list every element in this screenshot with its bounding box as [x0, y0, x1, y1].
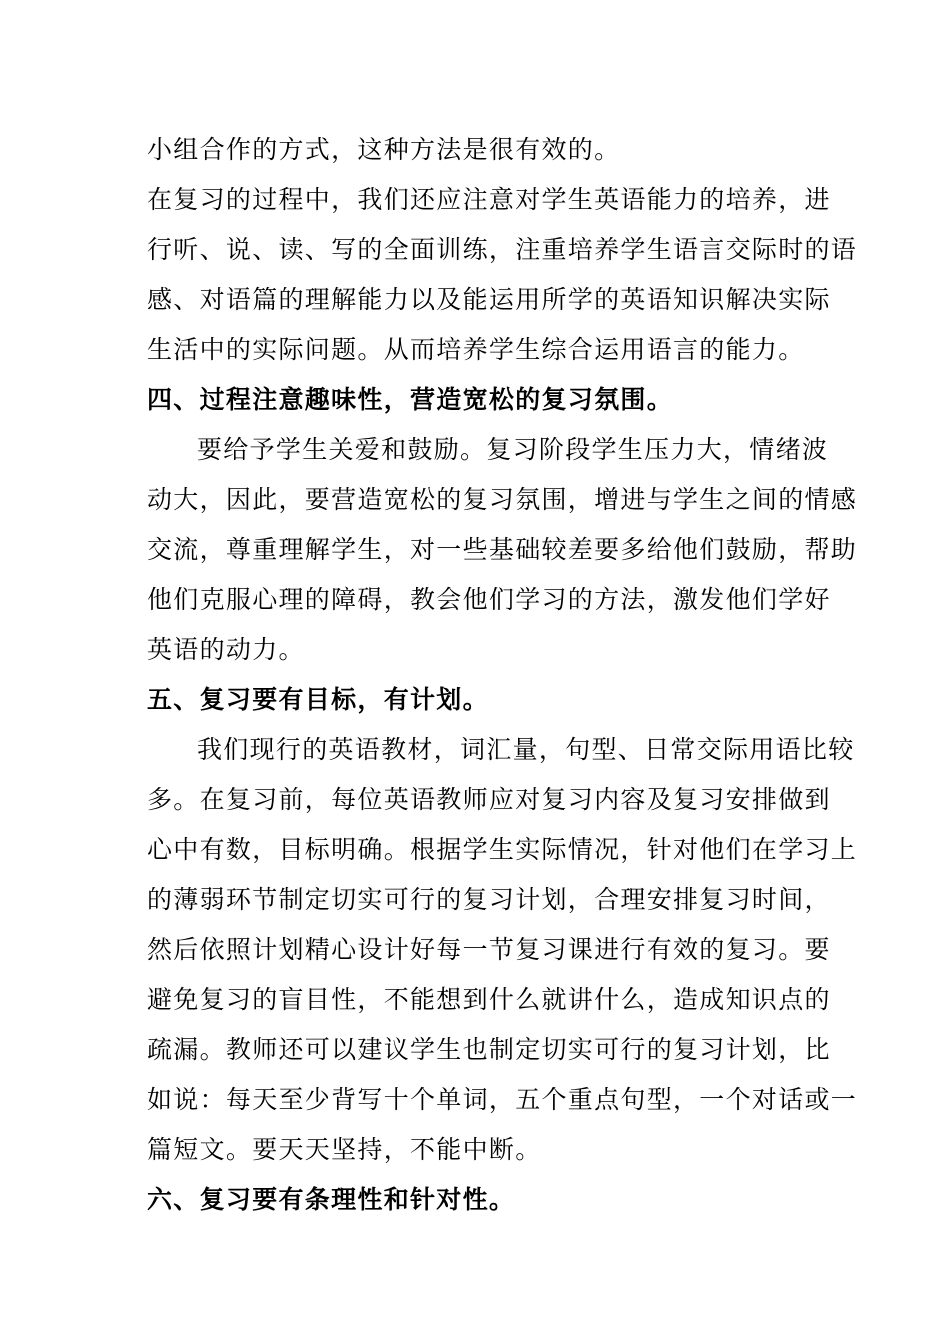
body-text-line: 我们现行的英语教材，词汇量，句型、日常交际用语比较	[197, 735, 855, 764]
body-text-line: 然后依照计划精心设计好每一节复习课进行有效的复习。要	[147, 935, 831, 964]
body-text-line: 在复习的过程中，我们还应注意对学生英语能力的培养，进	[147, 185, 831, 214]
body-text-line: 多。在复习前，每位英语教师应对复习内容及复习安排做到	[147, 785, 831, 814]
section-heading-4: 四、过程注意趣味性，营造宽松的复习氛围。	[147, 385, 674, 414]
section-heading-6: 六、复习要有条理性和针对性。	[147, 1185, 516, 1214]
body-text-line: 心中有数，目标明确。根据学生实际情况，针对他们在学习上	[147, 835, 858, 864]
body-text-line: 避免复习的盲目性，不能想到什么就讲什么，造成知识点的	[147, 985, 831, 1014]
body-text-line: 感、对语篇的理解能力以及能运用所学的英语知识解决实际	[147, 285, 831, 314]
body-text-line: 的薄弱环节制定切实可行的复习计划，合理安排复习时间，	[147, 885, 831, 914]
body-text-line: 他们克服心理的障碍，教会他们学习的方法，激发他们学好	[147, 585, 831, 614]
body-text-line: 英语的动力。	[147, 635, 305, 664]
body-text-line: 如说：每天至少背写十个单词，五个重点句型，一个对话或一	[147, 1085, 858, 1114]
body-text-line: 行听、说、读、写的全面训练，注重培养学生语言交际时的语	[147, 235, 858, 264]
body-text-line: 小组合作的方式，这种方法是很有效的。	[147, 135, 621, 164]
body-text-line: 篇短文。要天天坚持，不能中断。	[147, 1135, 542, 1164]
body-text-line: 疏漏。教师还可以建议学生也制定切实可行的复习计划，比	[147, 1035, 831, 1064]
body-text-line: 动大，因此，要营造宽松的复习氛围，增进与学生之间的情感	[147, 485, 858, 514]
body-text-line: 生活中的实际问题。从而培养学生综合运用语言的能力。	[147, 335, 805, 364]
body-text-line: 交流，尊重理解学生，对一些基础较差要多给他们鼓励，帮助	[147, 535, 858, 564]
body-text-line: 要给予学生关爱和鼓励。复习阶段学生压力大，情绪波	[197, 435, 829, 464]
section-heading-5: 五、复习要有目标，有计划。	[147, 685, 489, 714]
